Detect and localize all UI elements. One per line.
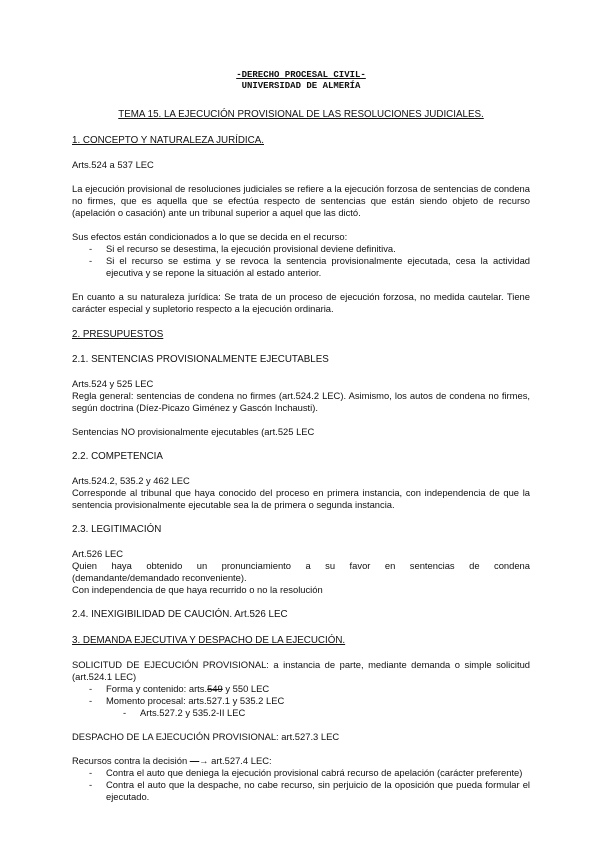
list-item: - Arts.527.2 y 535.2-II LEC xyxy=(106,707,530,719)
header-university: UNIVERSIDAD DE ALMERÍA xyxy=(241,81,361,91)
struck-article-number: 549 xyxy=(207,683,223,694)
list-item: - Si el recurso se estima y se revoca la sentencia provisionalmente ejecutada, cesa la actividad ejecutiva y se repone la situación al estado anterior. xyxy=(72,255,530,279)
section-2-3-heading: 2.3. LEGITIMACIÓN xyxy=(72,524,162,535)
list-item xyxy=(72,683,530,695)
section-1-heading: 1. CONCEPTO Y NATURALEZA JURÍDICA. xyxy=(72,135,264,146)
section-1-paragraph-1: La ejecución provisional de resoluciones judiciales se refiere a la ejecución forzosa de sentencias de condena no firmes, que es aquella que se efectúa respecto de sentencias que están siendo objeto de recurso (apelación o casación) ante un tribunal superior a aquel que las dictó. xyxy=(72,183,530,218)
section-2-1-paragraph-1: Regla general: sentencias de condena no firmes (art.524.2 LEC). Asimismo, los autos de condena no firmes, según doctrina (Díez-Picazo Giménez y Gascón Inchausti). xyxy=(72,390,530,413)
section-2-3-paragraph-3: Con independencia de que haya recurrido o no la resolución xyxy=(72,584,323,595)
section-3-appeals-list xyxy=(72,767,530,803)
section-2-heading: 2. PRESUPUESTOS xyxy=(72,329,164,340)
section-1-paragraph-3: En cuanto a su naturaleza jurídica: Se trata de un proceso de ejecución forzosa, no medida cautelar. Tiene carácter especial y supletorio respecto a la ejecución ordinaria. xyxy=(72,291,530,314)
nested-list xyxy=(106,707,530,719)
list-item: - Contra el auto que la despache, no cabe recurso, sin perjuicio de la oposición que pueda formular el ejecutado. xyxy=(72,779,530,803)
section-3-paragraph-3: Recursos contra la decisión ⎯⎯→ art.527.4 LEC: xyxy=(72,755,272,766)
list-item-text: Forma y contenido: arts. xyxy=(106,683,208,694)
section-2-4-heading: 2.4. INEXIGIBILIDAD DE CAUCIÓN. Art.526 LEC xyxy=(72,609,288,620)
list-item-text: Momento procesal: arts.527.1 y 535.2 LEC xyxy=(106,695,285,706)
list-item: - Si el recurso se desestima, la ejecución provisional deviene definitiva. xyxy=(72,243,530,255)
document-page xyxy=(72,70,530,803)
section-2-3-paragraph-2: (demandante/demandado reconveniente). xyxy=(72,572,247,583)
section-2-3-paragraph-1: Quien haya obtenido un pronunciamiento a su favor en sentencias de condena xyxy=(72,560,530,571)
list-item: - Contra el auto que deniega la ejecución provisional cabrá recurso de apelación (carácter preferente) xyxy=(72,767,530,779)
section-2-2-paragraph-1: Corresponde al tribunal que haya conocido del proceso en primera instancia, con independencia de que la sentencia provisionalmente ejecutable sea la de primera o segunda instancia. xyxy=(72,487,530,510)
document-header xyxy=(72,70,530,92)
section-1-effects-list xyxy=(72,243,530,279)
section-2-1-paragraph-2: Sentencias NO provisionalmente ejecutables (art.525 LEC xyxy=(72,426,315,437)
section-3-paragraph-1: SOLICITUD DE EJECUCIÓN PROVISIONAL: a instancia de parte, mediante demanda o simple solicitud (art.524.1 LEC) xyxy=(72,659,530,682)
section-2-3-arts: Art.526 LEC xyxy=(72,548,124,559)
list-item xyxy=(72,695,530,719)
section-1-arts: Arts.524 a 537 LEC xyxy=(72,159,154,170)
document-title: TEMA 15. LA EJECUCIÓN PROVISIONAL DE LAS RESOLUCIONES JUDICIALES. xyxy=(118,109,484,120)
section-1-paragraph-2: Sus efectos están condicionados a lo que se decida en el recurso: xyxy=(72,231,348,242)
section-3-request-list xyxy=(72,683,530,719)
header-subject: -DERECHO PROCESAL CIVIL- xyxy=(236,70,366,80)
section-2-2-heading: 2.2. COMPETENCIA xyxy=(72,451,163,462)
section-3-heading: 3. DEMANDA EJECUTIVA Y DESPACHO DE LA EJECUCIÓN. xyxy=(72,635,346,646)
section-2-2-arts: Arts.524.2, 535.2 y 462 LEC xyxy=(72,475,190,486)
section-2-1-arts: Arts.524 y 525 LEC xyxy=(72,378,154,389)
list-item-text: y 550 LEC xyxy=(222,683,270,694)
section-2-1-heading: 2.1. SENTENCIAS PROVISIONALMENTE EJECUTABLES xyxy=(72,354,329,365)
section-3-paragraph-2: DESPACHO DE LA EJECUCIÓN PROVISIONAL: art.527.3 LEC xyxy=(72,731,340,742)
